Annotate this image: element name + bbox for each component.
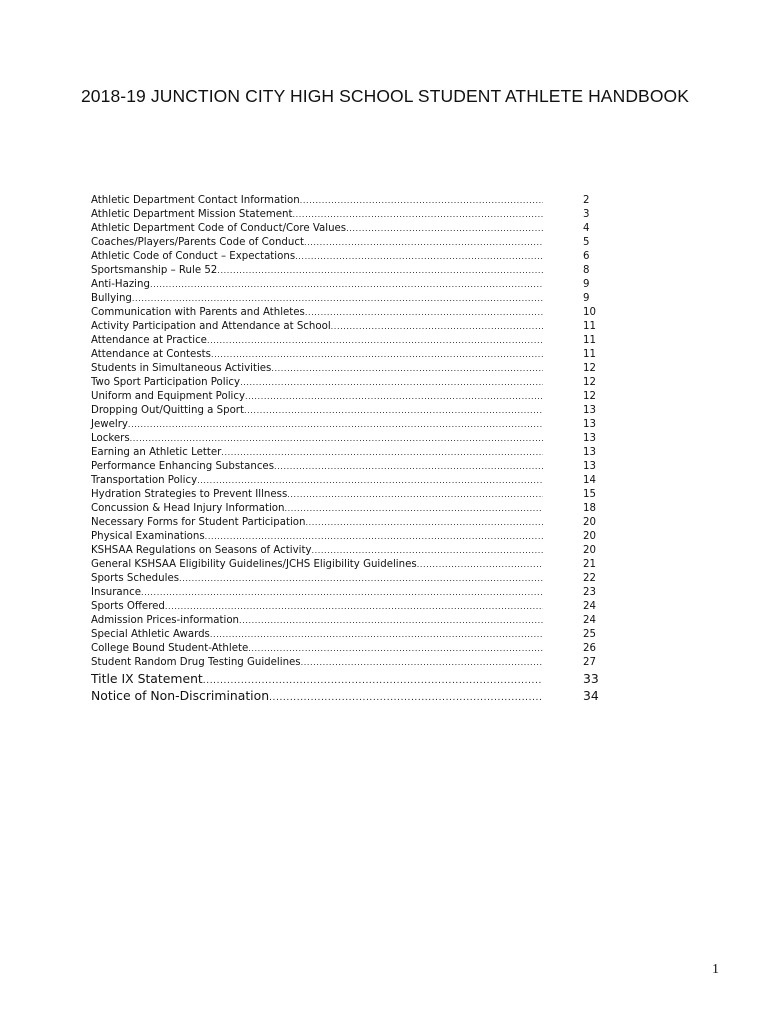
toc-entry [91, 488, 611, 502]
toc-entry [91, 474, 611, 488]
toc-dot-leader [331, 320, 543, 334]
toc-entry-page-number: 2 [583, 195, 590, 206]
page-number: 1 [712, 962, 719, 977]
toc-dot-leader [271, 362, 543, 376]
toc-entry-title: Transportation Policy [91, 475, 198, 486]
toc-entry-page-number: 15 [583, 489, 596, 500]
toc-entry-title: Students in Simultaneous Activities [91, 363, 272, 374]
toc-dot-leader [128, 418, 543, 432]
toc-entry [91, 586, 611, 600]
toc-dot-leader [269, 690, 543, 707]
toc-entry-title: Physical Examinations [91, 531, 205, 542]
toc-entry-page-number: 9 [583, 293, 590, 304]
toc-entry [91, 516, 611, 530]
toc-dot-leader [293, 208, 544, 222]
toc-dot-leader [301, 656, 543, 670]
toc-entry-page-number: 13 [583, 447, 596, 458]
toc-entry-title: General KSHSAA Eligibility Guidelines/JCHS Eligibility Guidelines [91, 559, 417, 570]
toc-entry-page-number: 9 [583, 279, 590, 290]
toc-entry-page-number: 4 [583, 223, 590, 234]
toc-entry [91, 208, 611, 222]
toc-entry-page-number: 20 [583, 545, 596, 556]
toc-entry-page-number: 13 [583, 433, 596, 444]
toc-dot-leader [130, 432, 543, 446]
toc-entry-title: KSHSAA Regulations on Seasons of Activity [91, 545, 312, 556]
toc-entry-title: Jewelry [91, 419, 128, 430]
toc-dot-leader [287, 488, 543, 502]
toc-entry-page-number: 14 [583, 475, 596, 486]
toc-entry-title: Activity Participation and Attendance at School [91, 321, 331, 332]
toc-entry [91, 264, 611, 278]
toc-entry-page-number: 20 [583, 531, 596, 542]
toc-entry [91, 600, 611, 614]
toc-dot-leader [217, 264, 543, 278]
toc-dot-leader [207, 334, 543, 348]
toc-dot-leader [274, 460, 543, 474]
toc-dot-leader [300, 194, 543, 208]
toc-entry-page-number: 11 [583, 335, 596, 346]
toc-entry-title: Athletic Department Code of Conduct/Core Values [91, 223, 347, 234]
toc-entry [91, 670, 611, 687]
toc-entry [91, 530, 611, 544]
toc-entry-page-number: 6 [583, 251, 590, 262]
toc-entry-title: Earning an Athletic Letter [91, 447, 222, 458]
toc-entry [91, 502, 611, 516]
toc-dot-leader [304, 236, 543, 250]
toc-entry-page-number: 26 [583, 643, 596, 654]
toc-entry-page-number: 22 [583, 573, 596, 584]
toc-entry [91, 222, 611, 236]
toc-dot-leader [221, 446, 543, 460]
toc-entry [91, 404, 611, 418]
toc-entry [91, 390, 611, 404]
toc-entry-title: Admission Prices-information [91, 615, 240, 626]
toc-dot-leader [244, 404, 543, 418]
toc-entry-title: Uniform and Equipment Policy [91, 391, 245, 402]
toc-entry-page-number: 24 [583, 615, 596, 626]
toc-entry-title: Necessary Forms for Student Participation [91, 517, 306, 528]
toc-entry-title: Title IX Statement [91, 671, 203, 686]
toc-entry-title: Lockers [91, 433, 130, 444]
toc-entry-title: Sports Schedules [91, 573, 180, 584]
toc-dot-leader [150, 278, 543, 292]
toc-entry [91, 306, 611, 320]
toc-dot-leader [197, 474, 543, 488]
toc-entry-page-number: 11 [583, 349, 596, 360]
toc-dot-leader [211, 348, 543, 362]
toc-entry-title: Athletic Department Mission Statement [91, 209, 293, 220]
toc-dot-leader [295, 250, 543, 264]
toc-entry [91, 334, 611, 348]
toc-entry-page-number: 11 [583, 321, 596, 332]
toc-entry-page-number: 13 [583, 461, 596, 472]
toc-entry-title: Communication with Parents and Athletes [91, 307, 305, 318]
toc-dot-leader [248, 642, 543, 656]
toc-dot-leader [179, 572, 543, 586]
toc-dot-leader [205, 530, 543, 544]
toc-entry-page-number: 8 [583, 265, 590, 276]
toc-entry [91, 446, 611, 460]
toc-dot-leader [132, 292, 543, 306]
toc-entry-page-number: 12 [583, 363, 596, 374]
toc-entry-page-number: 33 [583, 671, 599, 686]
toc-entry-page-number: 21 [583, 559, 596, 570]
toc-entry [91, 348, 611, 362]
toc-entry-page-number: 3 [583, 209, 590, 220]
toc-entry-title: Athletic Department Contact Information [91, 195, 300, 206]
toc-entry-title: Sportsmanship – Rule 52 [91, 265, 218, 276]
toc-entry-title: Attendance at Contests [91, 349, 211, 360]
toc-entry [91, 292, 611, 306]
toc-dot-leader [417, 558, 543, 572]
toc-entry-title: Sports Offered [91, 601, 165, 612]
toc-dot-leader [346, 222, 543, 236]
toc-entry [91, 460, 611, 474]
toc-entry [91, 236, 611, 250]
toc-entry [91, 687, 611, 704]
toc-entry-title: Performance Enhancing Substances [91, 461, 275, 472]
table-of-contents [91, 194, 611, 704]
toc-dot-leader [305, 516, 543, 530]
page-title: 2018-19 JUNCTION CITY HIGH SCHOOL STUDENT ATHLETE HANDBOOK [80, 86, 690, 106]
toc-entry-title: Attendance at Practice [91, 335, 207, 346]
toc-entry [91, 320, 611, 334]
toc-entry-page-number: 5 [583, 237, 590, 248]
toc-entry [91, 572, 611, 586]
toc-entry-page-number: 27 [583, 657, 596, 668]
toc-entry-page-number: 13 [583, 405, 596, 416]
toc-entry [91, 642, 611, 656]
toc-entry-page-number: 13 [583, 419, 596, 430]
toc-entry [91, 614, 611, 628]
toc-dot-leader [284, 502, 543, 516]
toc-entry-page-number: 10 [583, 307, 596, 318]
toc-entry-title: College Bound Student-Athlete [91, 643, 249, 654]
toc-dot-leader [305, 306, 543, 320]
toc-entry [91, 628, 611, 642]
toc-entry [91, 544, 611, 558]
toc-dot-leader [245, 390, 543, 404]
toc-entry-page-number: 24 [583, 601, 596, 612]
toc-entry [91, 278, 611, 292]
toc-dot-leader [311, 544, 543, 558]
toc-entry-title: Notice of Non-Discrimination [91, 688, 270, 703]
toc-entry-title: Special Athletic Awards [91, 629, 210, 640]
toc-entry [91, 194, 611, 208]
toc-entry [91, 250, 611, 264]
toc-entry [91, 558, 611, 572]
toc-entry [91, 376, 611, 390]
toc-entry [91, 656, 611, 670]
toc-entry [91, 362, 611, 376]
toc-entry-page-number: 12 [583, 391, 596, 402]
toc-entry-page-number: 18 [583, 503, 596, 514]
toc-entry-page-number: 34 [583, 688, 599, 703]
toc-entry [91, 432, 611, 446]
toc-dot-leader [239, 614, 543, 628]
toc-entry-title: Anti-Hazing [91, 279, 150, 290]
toc-entry-title: Dropping Out/Quitting a Sport [91, 405, 244, 416]
toc-entry-title: Athletic Code of Conduct – Expectations [91, 251, 296, 262]
toc-dot-leader [141, 586, 543, 600]
toc-entry-page-number: 20 [583, 517, 596, 528]
toc-dot-leader [240, 376, 543, 390]
toc-entry-title: Hydration Strategies to Prevent Illness [91, 489, 288, 500]
toc-entry-title: Concussion & Head Injury Information [91, 503, 285, 514]
toc-entry-page-number: 23 [583, 587, 596, 598]
toc-dot-leader [165, 600, 543, 614]
toc-entry-title: Insurance [91, 587, 141, 598]
toc-entry-title: Student Random Drug Testing Guidelines [91, 657, 301, 668]
toc-entry-title: Two Sport Participation Policy [91, 377, 241, 388]
toc-entry-page-number: 25 [583, 629, 596, 640]
toc-entry-title: Coaches/Players/Parents Code of Conduct [91, 237, 304, 248]
toc-entry [91, 418, 611, 432]
toc-dot-leader [210, 628, 543, 642]
toc-entry-page-number: 12 [583, 377, 596, 388]
toc-entry-title: Bullying [91, 293, 132, 304]
